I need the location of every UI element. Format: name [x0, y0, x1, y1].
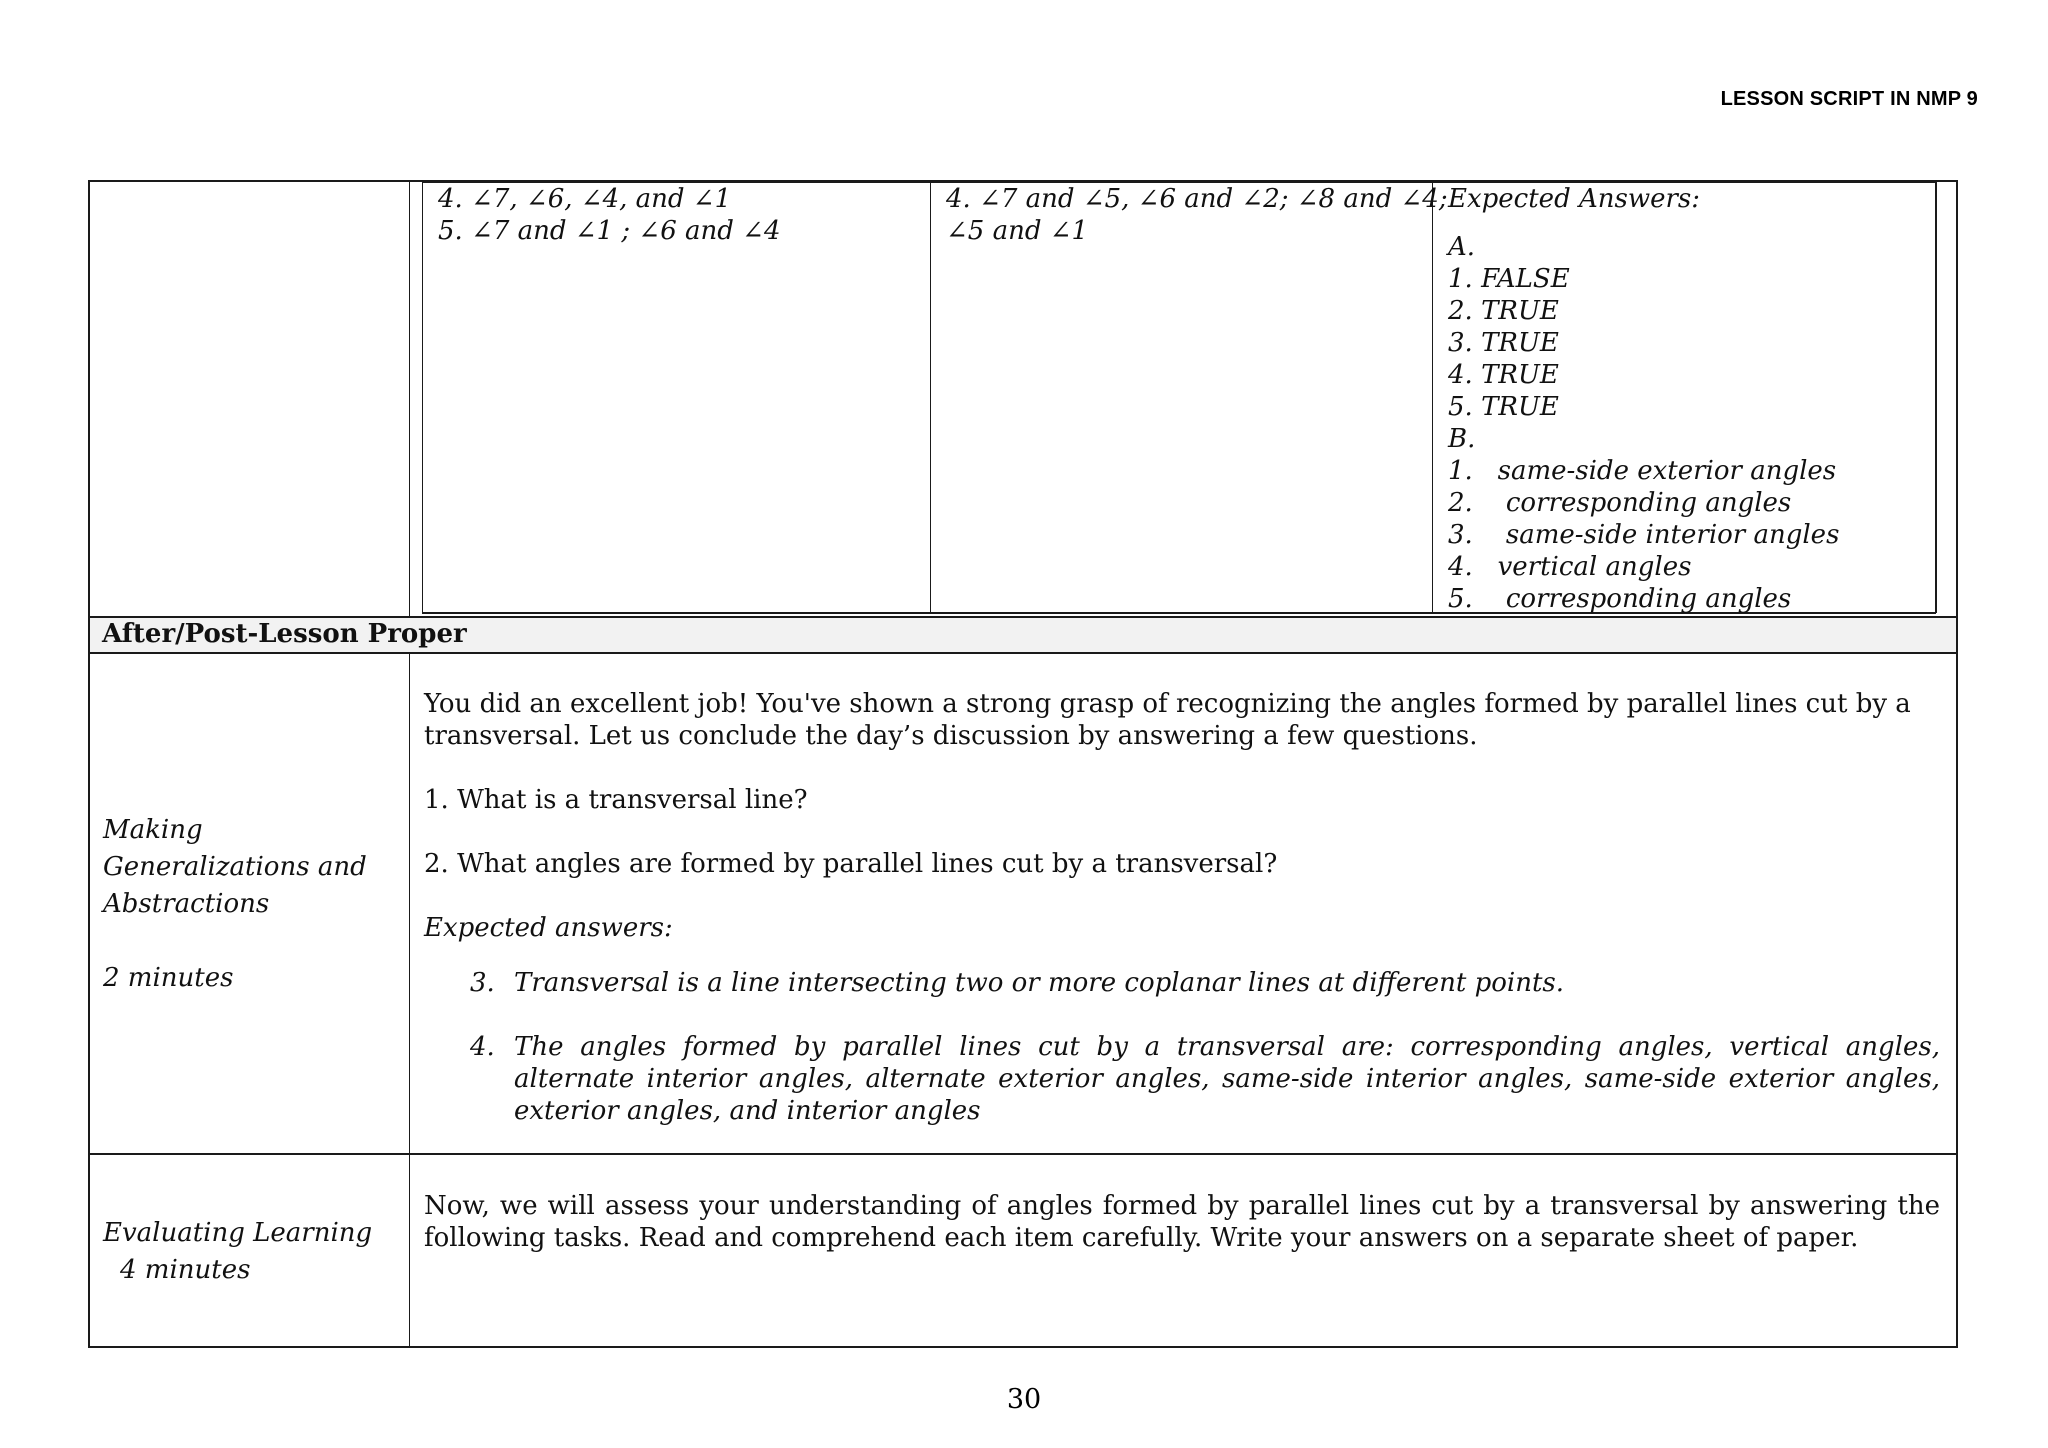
answer-2-number: 4.	[470, 1032, 495, 1062]
evaluation-label	[103, 1215, 372, 1289]
list-item: 1. FALSE	[1448, 264, 1570, 294]
inner-table-right	[1935, 181, 1937, 613]
list-item: 4. TRUE	[1448, 360, 1559, 390]
column-divider-label	[409, 180, 410, 617]
evaluation-label-text: Evaluating Learning	[103, 1218, 373, 1248]
document-header-label: LESSON SCRIPT IN NMP 9	[1720, 88, 1978, 110]
list-item: ∠5 and ∠1	[946, 216, 1089, 246]
table-border-bottom	[88, 1346, 1958, 1348]
generalization-label-line: Abstractions	[103, 889, 270, 919]
generalization-time: 2 minutes	[103, 963, 234, 993]
list-item: 4. vertical angles	[1448, 552, 1692, 582]
list-item: 4. ∠7, ∠6, ∠4, and ∠1	[438, 184, 732, 214]
top-row-answers-b	[438, 183, 781, 247]
table-border-right	[1956, 180, 1958, 1348]
inner-table-left	[422, 181, 423, 613]
question-1: 1. What is a transversal line?	[424, 785, 808, 815]
part-a-label: A.	[1448, 232, 1476, 262]
list-item: 1. same-side exterior angles	[1448, 456, 1837, 486]
table-border-left	[88, 180, 90, 1348]
evaluation-time: 4 minutes	[120, 1255, 251, 1285]
generalization-label-line: Making	[103, 815, 203, 845]
section-header-title: After/Post-Lesson Proper	[102, 619, 467, 649]
generalization-intro: You did an excellent job! You've shown a strong grasp of recognizing the angles formed by parallel lines cut by a transversal. Let us conclude the day’s discussion by answering a few questions.	[424, 689, 1911, 751]
list-item: 3. same-side interior angles	[1448, 520, 1840, 550]
expected-answers-title: Expected Answers:	[1448, 184, 1701, 214]
generalization-content	[424, 688, 1940, 1127]
answer-1-number: 3.	[470, 968, 495, 998]
expected-answers-column	[1448, 183, 1839, 615]
list-item: 5. ∠7 and ∠1 ; ∠6 and ∠4	[438, 216, 781, 246]
list-item: 5. TRUE	[1448, 392, 1559, 422]
answer-1	[424, 967, 1940, 999]
expected-answers-label: Expected answers:	[424, 913, 673, 943]
answer-1-text: Transversal is a line intersecting two or more coplanar lines at different points.	[514, 968, 1565, 998]
part-b-label: B.	[1448, 424, 1476, 454]
row-divider-section-bottom	[88, 652, 1958, 654]
top-row-answers-c	[946, 183, 1448, 247]
page-number: 30	[1006, 1384, 1042, 1415]
list-item: 4. ∠7 and ∠5, ∠6 and ∠2; ∠8 and ∠4;	[946, 184, 1448, 214]
list-item: 5. corresponding angles	[1448, 584, 1792, 614]
generalization-label-line: Generalizations and	[103, 852, 367, 882]
column-divider-label-lower	[409, 652, 410, 1347]
question-2: 2. What angles are formed by parallel lines cut by a transversal?	[424, 849, 1278, 879]
inner-divider-1	[930, 181, 931, 613]
list-item: 2. TRUE	[1448, 296, 1559, 326]
list-item: 2. corresponding angles	[1448, 488, 1792, 518]
generalization-label	[103, 812, 367, 997]
answer-2-text: The angles formed by parallel lines cut by a transversal are: corresponding angles, vertical angles, alternate interior angles, alternate exterior angles, same-side interior angles, same-side exterior angles, exterior angles, and interior angles	[514, 1032, 1940, 1126]
evaluation-content: Now, we will assess your understanding of angles formed by parallel lines cut by a transversal by answering the following tasks. Read and comprehend each item carefully. Write your answers on a separate sheet of paper.	[424, 1191, 1940, 1253]
list-item: 3. TRUE	[1448, 328, 1559, 358]
row-divider-evaluation	[88, 1153, 1958, 1155]
answer-2	[424, 1031, 1940, 1127]
